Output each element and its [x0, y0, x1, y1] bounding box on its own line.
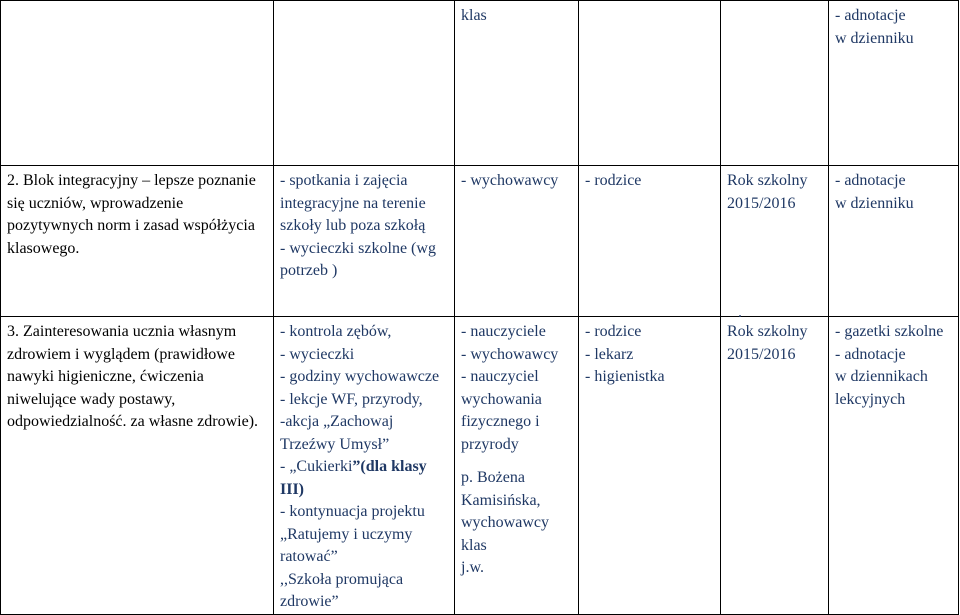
cell-text: - gazetki szkolne — [835, 323, 944, 340]
row1-col-partners — [579, 1, 721, 166]
cell-text — [280, 479, 449, 502]
cell-text: przyrody — [461, 435, 519, 453]
cell-text: - lekcje WF, przyrody, — [280, 390, 423, 408]
cell-text: - wycieczki szkolne (wg — [280, 239, 436, 257]
cell-text: zdrowiem i wyglądem (prawidłowe — [7, 345, 235, 363]
cell-text: - kontrola zębów, — [280, 323, 392, 340]
cell-text: - rodzice — [585, 323, 642, 340]
row1-col-evaluation — [829, 1, 959, 166]
cell-text: klas — [461, 7, 487, 24]
table-row — [1, 317, 959, 615]
cell-text: - spotkania i zajęcia — [280, 172, 408, 189]
cell-text: 2. Blok integracyjny – lepsze poznanie — [7, 172, 256, 189]
stray-dot: . — [738, 304, 742, 321]
row1-col-goal — [1, 1, 274, 166]
cell-text: - „Cukierki — [280, 458, 353, 475]
row1-col-term — [721, 1, 829, 166]
cell-text: - wychowawcy — [461, 345, 559, 363]
row2-col-goal — [1, 166, 274, 317]
cell-text: ratować” — [280, 548, 338, 565]
cell-text: się uczniów, wprowadzenie — [7, 194, 184, 212]
cell-text: - wycieczki — [280, 345, 355, 363]
cell-text: - lekarz — [585, 345, 634, 363]
table-row — [1, 1, 959, 166]
cell-text: odpowiedzialność. za własne zdrowie). — [7, 413, 259, 430]
row3-col-term — [721, 317, 829, 615]
cell-text: p. Bożena — [461, 469, 525, 486]
cell-text: - adnotacje — [835, 172, 906, 189]
table-row — [1, 166, 959, 317]
cell-text: w dzienniku — [835, 29, 914, 47]
cell-text: 2015/2016 — [727, 194, 796, 212]
row1-col-forms — [274, 1, 455, 166]
cell-text: zdrowie” — [280, 593, 339, 610]
cell-text: - rodzice — [585, 172, 642, 189]
cell-text: - adnotacje — [835, 7, 906, 24]
row2-col-evaluation — [829, 166, 959, 317]
cell-text: niwelujące wady postawy, — [7, 390, 176, 408]
row3-col-responsible — [455, 317, 579, 615]
cell-text: nawyki higieniczne, ćwiczenia — [7, 368, 204, 385]
row3-col-forms — [274, 317, 455, 615]
cell-text: ,,Szkoła promująca — [280, 570, 404, 588]
cell-text: - godziny wychowawcze — [280, 368, 440, 385]
row3-col-evaluation — [829, 317, 959, 615]
bold-text: III) — [280, 480, 305, 498]
cell-text — [280, 456, 449, 479]
cell-text: klas — [461, 536, 487, 554]
cell-text: Trzeźwy Umysł” — [280, 435, 390, 453]
cell-text: fizycznego i — [461, 413, 540, 430]
row2-col-responsible — [455, 166, 579, 317]
cell-text: - higienistka — [585, 368, 665, 385]
cell-text: -akcja „Zachowaj — [280, 413, 394, 430]
row2-col-partners — [579, 166, 721, 317]
cell-text: wychowania — [461, 390, 542, 408]
cell-text: wychowawcy — [461, 514, 549, 531]
row3-col-partners — [579, 317, 721, 615]
cell-text: klasowego. — [7, 239, 80, 257]
cell-text: 2015/2016 — [727, 345, 796, 363]
cell-text: lekcyjnych — [835, 390, 906, 408]
cell-text: w dzienniku — [835, 194, 914, 212]
cell-text: integracyjne na terenie — [280, 194, 426, 212]
cell-text: „Ratujemy i uczymy — [280, 525, 413, 543]
cell-text: pozytywnych norm i zasad współżycia — [7, 217, 255, 234]
cell-text: Kamisińska, — [461, 491, 541, 509]
cell-text: 3. Zainteresowania ucznia własnym — [7, 323, 237, 340]
cell-text: - kontynuacja projektu — [280, 503, 425, 520]
cell-text: Rok szkolny — [727, 172, 808, 189]
row1-col-responsible — [455, 1, 579, 166]
cell-text: - adnotacje — [835, 345, 906, 363]
cell-text: - nauczyciel — [461, 368, 539, 385]
cell-text: j.w. — [461, 559, 484, 576]
cell-text: - wychowawcy — [461, 172, 559, 189]
cell-text: w dziennikach — [835, 368, 928, 385]
cell-text: - nauczyciele — [461, 323, 546, 340]
cell-text: szkoły lub poza szkołą — [280, 217, 426, 234]
row3-col-goal — [1, 317, 274, 615]
row2-col-term — [721, 166, 829, 317]
cell-text: potrzeb ) — [280, 262, 338, 279]
bold-text: ”(dla klasy — [352, 458, 427, 475]
row2-col-forms — [274, 166, 455, 317]
spacer — [461, 456, 573, 467]
cell-text: Rok szkolny — [727, 323, 808, 340]
